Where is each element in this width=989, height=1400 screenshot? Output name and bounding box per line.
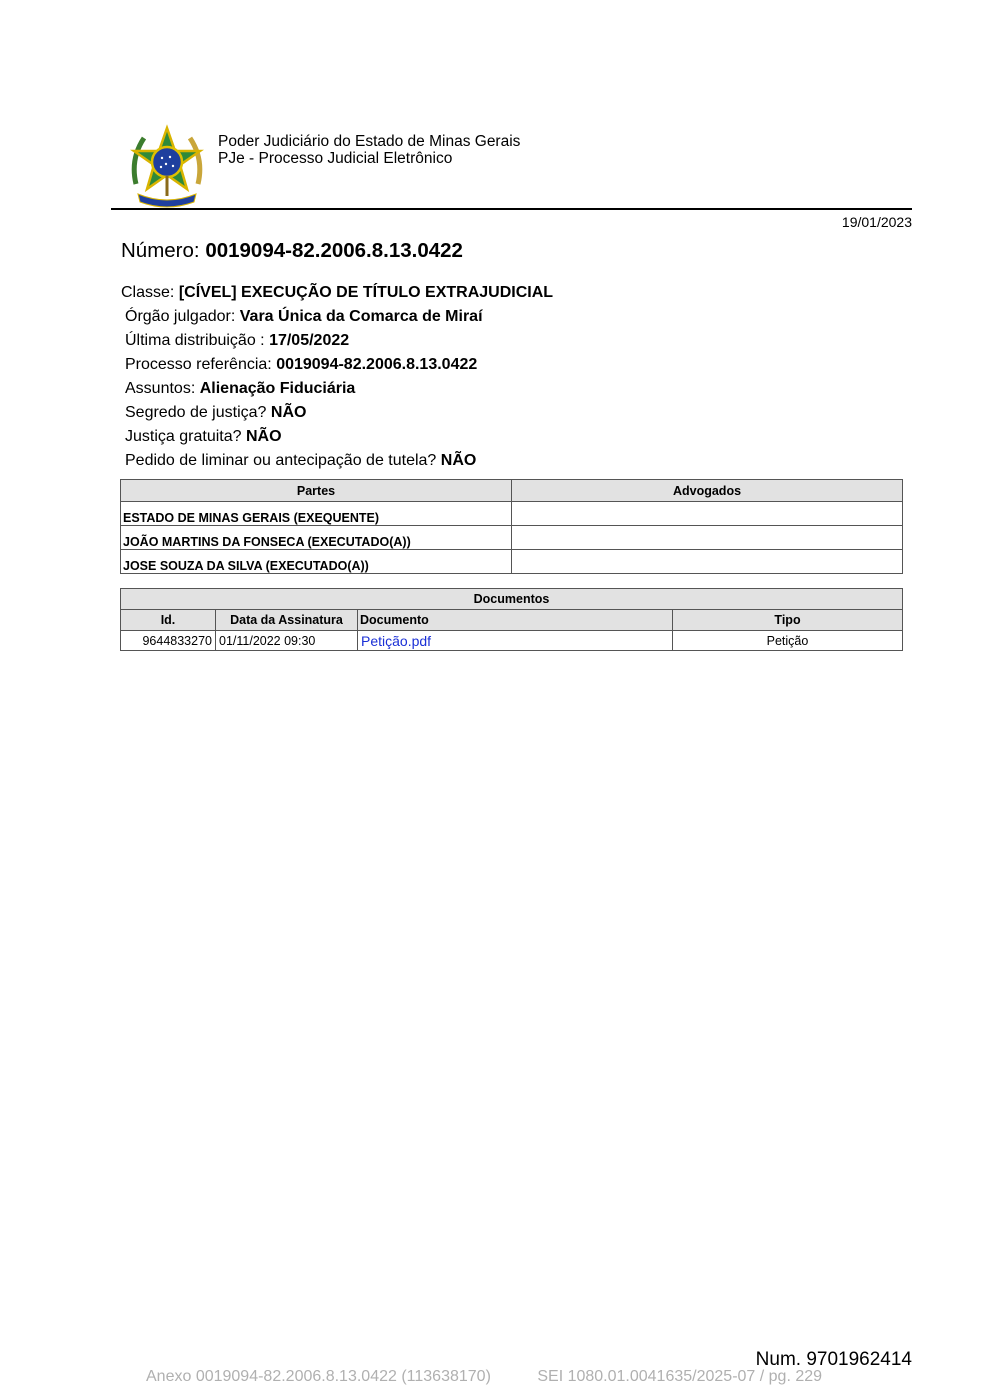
document-id: 9644833270 bbox=[121, 631, 216, 651]
header-title bbox=[218, 133, 520, 167]
annex-reference: Anexo 0019094-82.2006.8.13.0422 (113638170) bbox=[146, 1368, 491, 1385]
table-row bbox=[121, 502, 903, 526]
process-number-value: 0019094-82.2006.8.13.0422 bbox=[205, 239, 463, 262]
party-name: JOÃO MARTINS DA FONSECA (EXECUTADO(A)) bbox=[121, 526, 512, 550]
table-row bbox=[121, 631, 903, 651]
documents-table-title: Documentos bbox=[121, 589, 903, 610]
field-pedido-liminar: Pedido de liminar ou antecipação de tutela? NÃO bbox=[125, 452, 477, 469]
table-header-row bbox=[121, 610, 903, 631]
table-header-row bbox=[121, 480, 903, 502]
party-name: ESTADO DE MINAS GERAIS (EXEQUENTE) bbox=[121, 502, 512, 526]
document-cell bbox=[358, 631, 673, 651]
document-signature-date: 01/11/2022 09:30 bbox=[216, 631, 358, 651]
lawyer-name bbox=[512, 550, 903, 574]
field-classe: Classe: [CÍVEL] EXECUÇÃO DE TÍTULO EXTRAJUDICIAL bbox=[121, 284, 554, 301]
field-justica-gratuita: Justiça gratuita? NÃO bbox=[125, 428, 282, 445]
column-header-advogados: Advogados bbox=[512, 480, 903, 502]
table-row bbox=[121, 550, 903, 574]
header-court-name: Poder Judiciário do Estado de Minas Gerais bbox=[218, 133, 521, 150]
header-divider bbox=[111, 208, 912, 210]
column-header-documento: Documento bbox=[358, 610, 673, 631]
field-orgao-julgador: Órgão julgador: Vara Única da Comarca de Miraí bbox=[125, 308, 483, 325]
document-link[interactable]: Petição.pdf bbox=[361, 632, 432, 649]
print-date: 19/01/2023 bbox=[841, 214, 912, 230]
field-segredo-justica: Segredo de justiça? NÃO bbox=[125, 404, 307, 421]
lawyer-name bbox=[512, 502, 903, 526]
process-fields bbox=[121, 283, 553, 475]
process-number-label: Número: bbox=[121, 239, 200, 262]
document-type: Petição bbox=[673, 631, 903, 651]
field-ultima-distribuicao: Última distribuição : 17/05/2022 bbox=[125, 332, 350, 349]
party-name: JOSE SOUZA DA SILVA (EXECUTADO(A)) bbox=[121, 550, 512, 574]
field-processo-referencia: Processo referência: 0019094-82.2006.8.13.0422 bbox=[125, 356, 478, 373]
lawyer-name bbox=[512, 526, 903, 550]
process-number bbox=[121, 239, 463, 263]
table-title-row bbox=[121, 589, 903, 610]
column-header-id: Id. bbox=[121, 610, 216, 631]
table-row bbox=[121, 526, 903, 550]
header-system-name: PJe - Processo Judicial Eletrônico bbox=[218, 150, 453, 167]
documents-table bbox=[120, 588, 903, 651]
column-header-partes: Partes bbox=[121, 480, 512, 502]
field-assuntos: Assuntos: Alienação Fiduciária bbox=[125, 380, 356, 397]
annex-watermark bbox=[146, 1368, 822, 1386]
parties-table bbox=[120, 479, 903, 574]
column-header-data-assinatura: Data da Assinatura bbox=[216, 610, 358, 631]
brazil-coat-of-arms-icon bbox=[128, 124, 206, 208]
sei-reference: SEI 1080.01.0041635/2025-07 / pg. 229 bbox=[537, 1368, 823, 1385]
document-num: Num. 9701962414 bbox=[755, 1349, 912, 1370]
column-header-tipo: Tipo bbox=[673, 610, 903, 631]
